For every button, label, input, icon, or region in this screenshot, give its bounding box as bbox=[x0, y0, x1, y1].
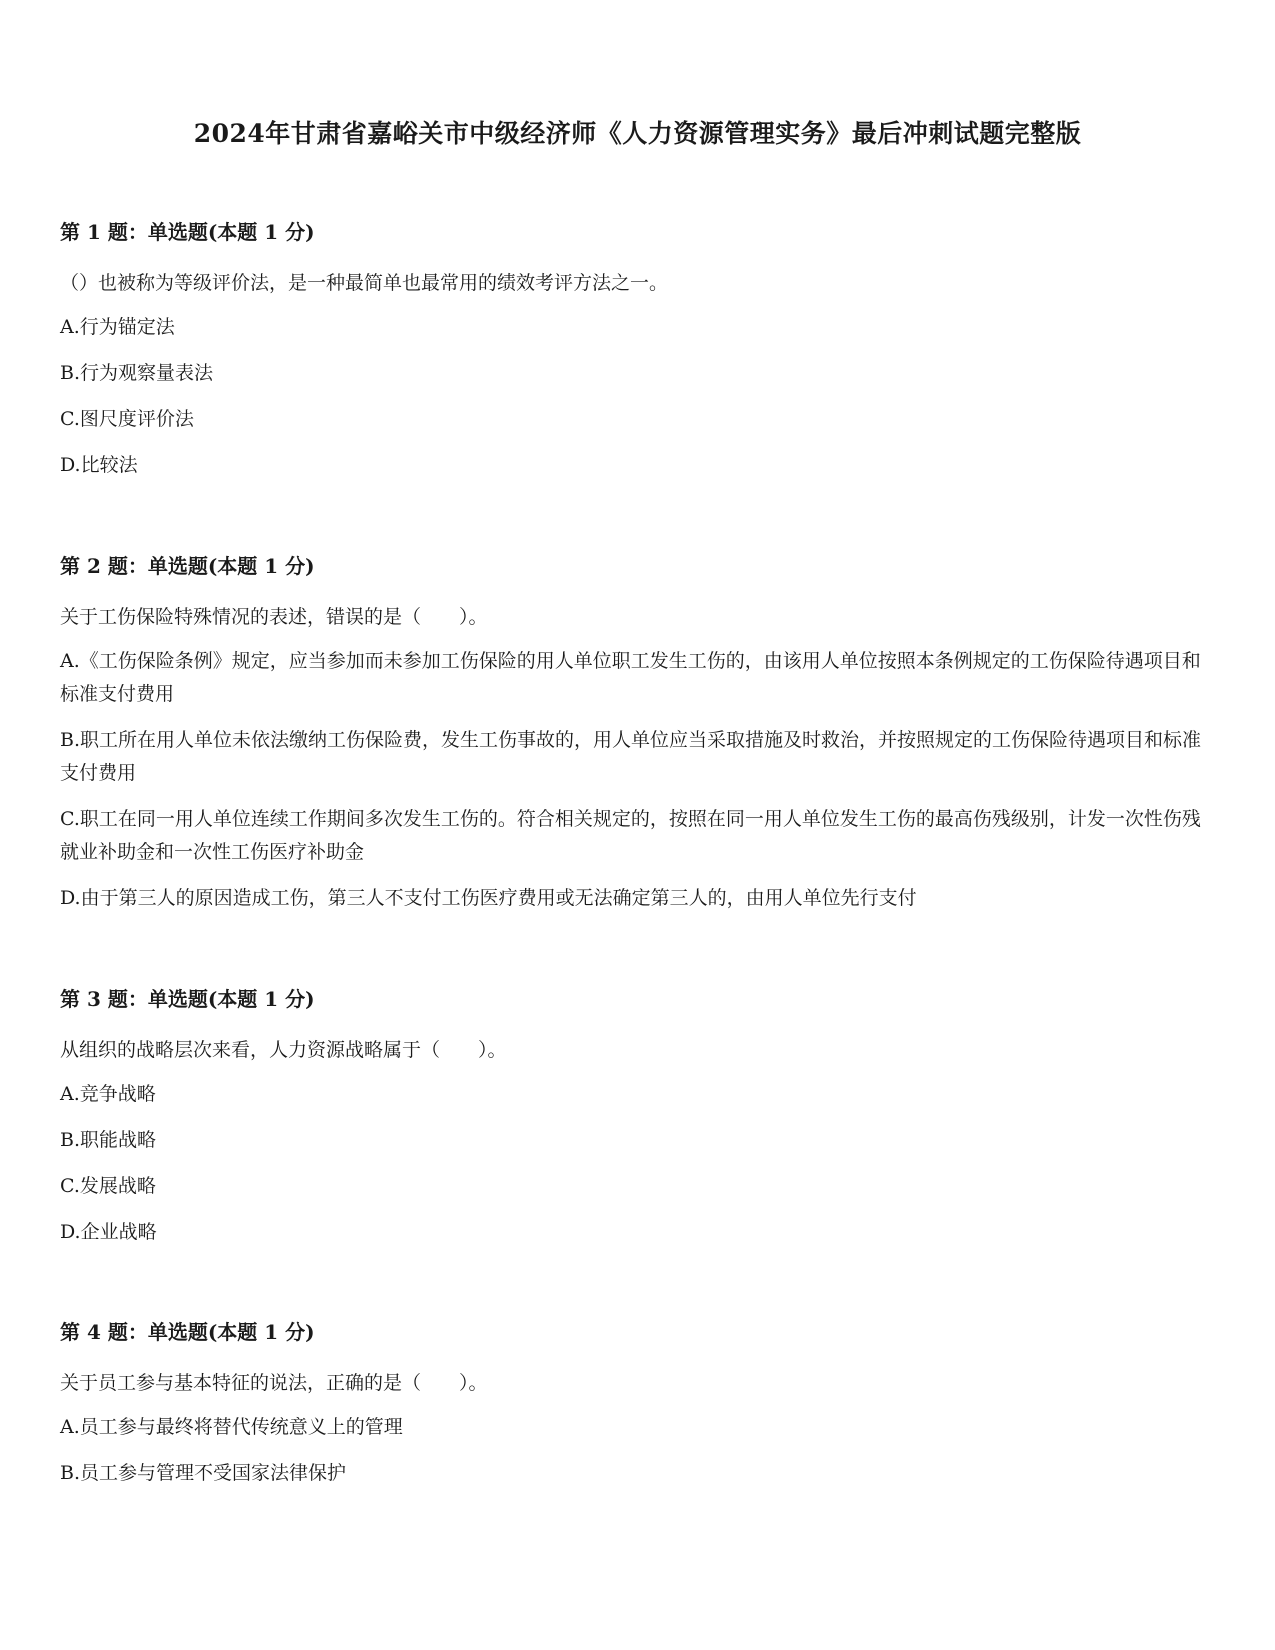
option-c: C.图尺度评价法 bbox=[60, 408, 194, 430]
question-header: 第 1 题：单选题(本题 1 分) bbox=[60, 220, 315, 244]
question-4 bbox=[60, 1318, 1210, 1490]
question-stem: 关于员工参与基本特征的说法，正确的是（ ）。 bbox=[60, 1372, 488, 1394]
question-header: 第 3 题：单选题(本题 1 分) bbox=[60, 987, 315, 1011]
option-a: A.行为锚定法 bbox=[60, 316, 175, 338]
document-title: 2024年甘肃省嘉峪关市中级经济师《人力资源管理实务》最后冲刺试题完整版 bbox=[193, 119, 1082, 148]
option-a: A.竞争战略 bbox=[60, 1083, 156, 1105]
option-b: B.职能战略 bbox=[60, 1129, 157, 1151]
question-header: 第 4 题：单选题(本题 1 分) bbox=[60, 1320, 315, 1344]
option-b: B.行为观察量表法 bbox=[60, 362, 214, 384]
question-header: 第 2 题：单选题(本题 1 分) bbox=[60, 554, 315, 578]
option-b: B.职工所在用人单位未依法缴纳工伤保险费，发生工伤事故的，用人单位应当采取措施及时救治，并按照规定的工伤保险待遇项目和标准支付费用 bbox=[60, 729, 1202, 784]
question-3 bbox=[60, 985, 1210, 1249]
option-c: C.发展战略 bbox=[60, 1175, 156, 1197]
option-d: D.企业战略 bbox=[60, 1221, 157, 1243]
question-2 bbox=[60, 552, 1210, 915]
option-d: D.比较法 bbox=[60, 454, 138, 476]
option-d: D.由于第三人的原因造成工伤，第三人不支付工伤医疗费用或无法确定第三人的，由用人单位先行支付 bbox=[60, 887, 917, 909]
option-a: A.《工伤保险条例》规定，应当参加而未参加工伤保险的用人单位职工发生工伤的，由该用人单位按照本条例规定的工伤保险待遇项目和标准支付费用 bbox=[60, 650, 1201, 705]
option-b: B.员工参与管理不受国家法律保护 bbox=[60, 1462, 347, 1484]
question-stem: 关于工伤保险特殊情况的表述，错误的是（ ）。 bbox=[60, 606, 488, 628]
question-1 bbox=[60, 218, 1210, 482]
question-stem: 从组织的战略层次来看，人力资源战略属于（ ）。 bbox=[60, 1039, 507, 1061]
question-stem: （）也被称为等级评价法，是一种最简单也最常用的绩效考评方法之一。 bbox=[60, 272, 669, 294]
option-c: C.职工在同一用人单位连续工作期间多次发生工伤的。符合相关规定的，按照在同一用人单位发生工伤的最高伤残级别，计发一次性伤残就业补助金和一次性工伤医疗补助金 bbox=[60, 808, 1201, 863]
option-a: A.员工参与最终将替代传统意义上的管理 bbox=[60, 1416, 403, 1438]
